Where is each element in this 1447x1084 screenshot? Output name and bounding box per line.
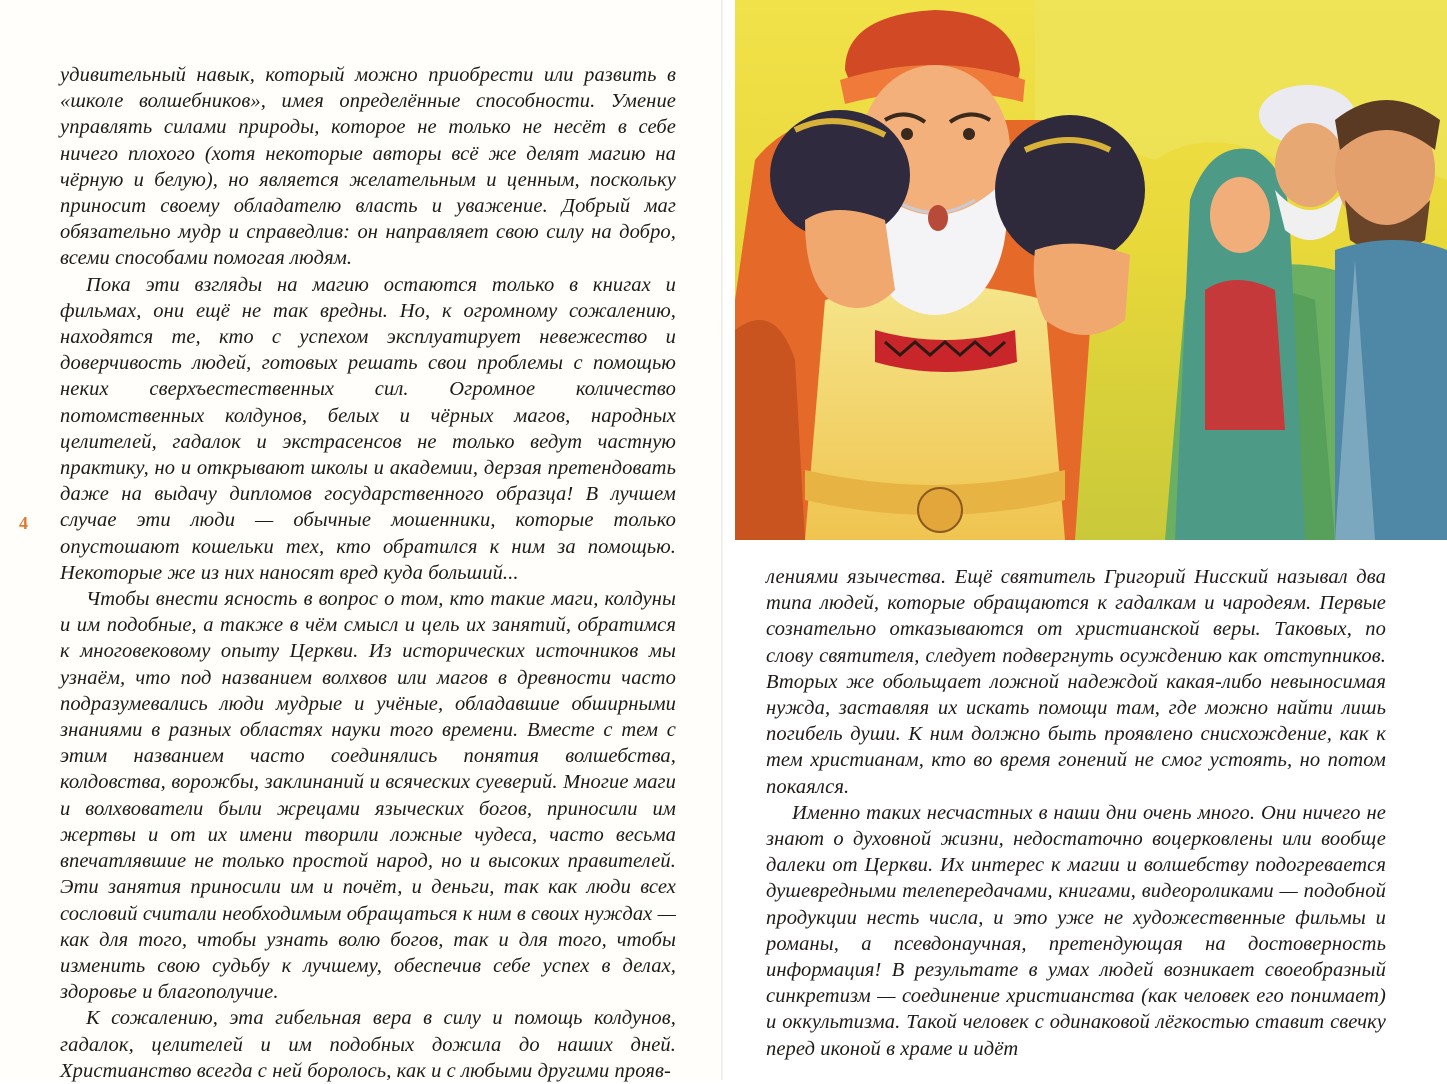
paragraph: Именно таких несчастных в наши дни очень много. Они ничего не знают о духовной жизни, недостаточно воцерковлены или вообще далеки от Церкви. Их интерес к магии и волшебству подогревается душевредными телепередачами, книгами, видеороликами — подобной продукции несть числа, и это уже не художественные фильмы и романы, а псевдонаучная, претендующая на достоверность информация! В результате в умах людей возникает своеобразный синкретизм — соединение христианства (как человек его понимает) и оккультизма. Такой человек с одинаковой лёгкостью ставит свечку перед иконой в храме и идёт (766, 801, 1386, 1060)
left-page (0, 0, 723, 1080)
paragraph: К сожалению, эта гибельная вера в силу и помощь колдунов, гадалок, целителей и им подобных дожила до наших дней. Христианство всегда с ней боролось, как и с любыми другими прояв- (60, 1007, 676, 1082)
biblical-scene-illustration-icon (735, 0, 1447, 540)
page-number-left: 4 (19, 513, 28, 533)
paragraph: лениями язычества. Ещё святитель Григорий Нисский называл два типа людей, которые обращаются к гадалкам и чародеям. Первые сознательно отказываются от христианской веры. Таковых, по слову святителя, следует подвергнуть осуждению как отступников. Вторых же обольщает ложной надеждой какая-либо невыносимая нужда, заставляя их искать помощи там, где можно найти лишь погибель души. К ним должно быть проявлено снисхождение, как к тем христианам, кто во время гонений не смог устоять, но потом покаялся. (766, 566, 1386, 798)
paragraph: Чтобы внести ясность в вопрос о том, кто такие маги, колдуны и им подобные, а также в чём смысл и цель их занятий, обратимся к многовековому опыту Церкви. Из исторических источников мы узнаём, что под названием волхвов или магов в древности часто подразумевались люди мудрые и учёные, обладавшие обширными знаниями в разных областях науки того времени. Вместе с тем с этим названием часто соединялись понятия волшебства, колдовства, ворожбы, заклинаний и всяческих суеверий. Многие маги и волхвователи были жрецами языческих богов, приносили им жертвы и от их имени творили ложные чудеса, часто весьма впечатлявшие не только простой народ, но и высоких правителей. Эти занятия приносили им и почёт, и деньги, так как люди всех сословий считали необходимым обращаться к ним в своих нуждах — как для того, чтобы узнать волю богов, так и для того, чтобы изменить свою судьбу к лучшему, обеспечив себе успех в делах, здоровье и благополучие. (60, 588, 676, 1004)
illustration-art (735, 0, 1447, 540)
left-page-text (60, 62, 676, 1084)
paragraph: удивительный навык, который можно приобрести или развить в «школе волшебников», имея определённые способности. Умение управлять силами природы, которое не только не несёт в себе ничего плохого (хотя некоторые авторы всё же делят магию на чёрную и белую), но является желательным и ценным, поскольку приносит своему обладателю власть и уважение. Добрый маг обязательно мудр и справедлив: он направляет свою силу на добро, всеми способами помогая людям. (60, 64, 676, 270)
paragraph: Пока эти взгляды на магию остаются только в книгах и фильмах, они ещё не так вредны. Но, к огромному сожалению, находятся те, кто с успехом эксплуатирует невежество и доверчивость людей, готовых решать свои проблемы с помощью неких сверхъестественных сил. Огромное количество потомственных колдунов, белых и чёрных магов, народных целителей, гадалок и экстрасенсов не только ведут частную практику, но и открывают школы и академии, дерзая претендовать даже на выдачу дипломов государственного образца! В лучшем случае эти люди — обычные мошенники, которые только опустошают кошельки тех, кто обратился к ним за помощью. Некоторые же из них наносят вред куда больший... (60, 273, 676, 584)
right-page-text (766, 564, 1386, 1062)
